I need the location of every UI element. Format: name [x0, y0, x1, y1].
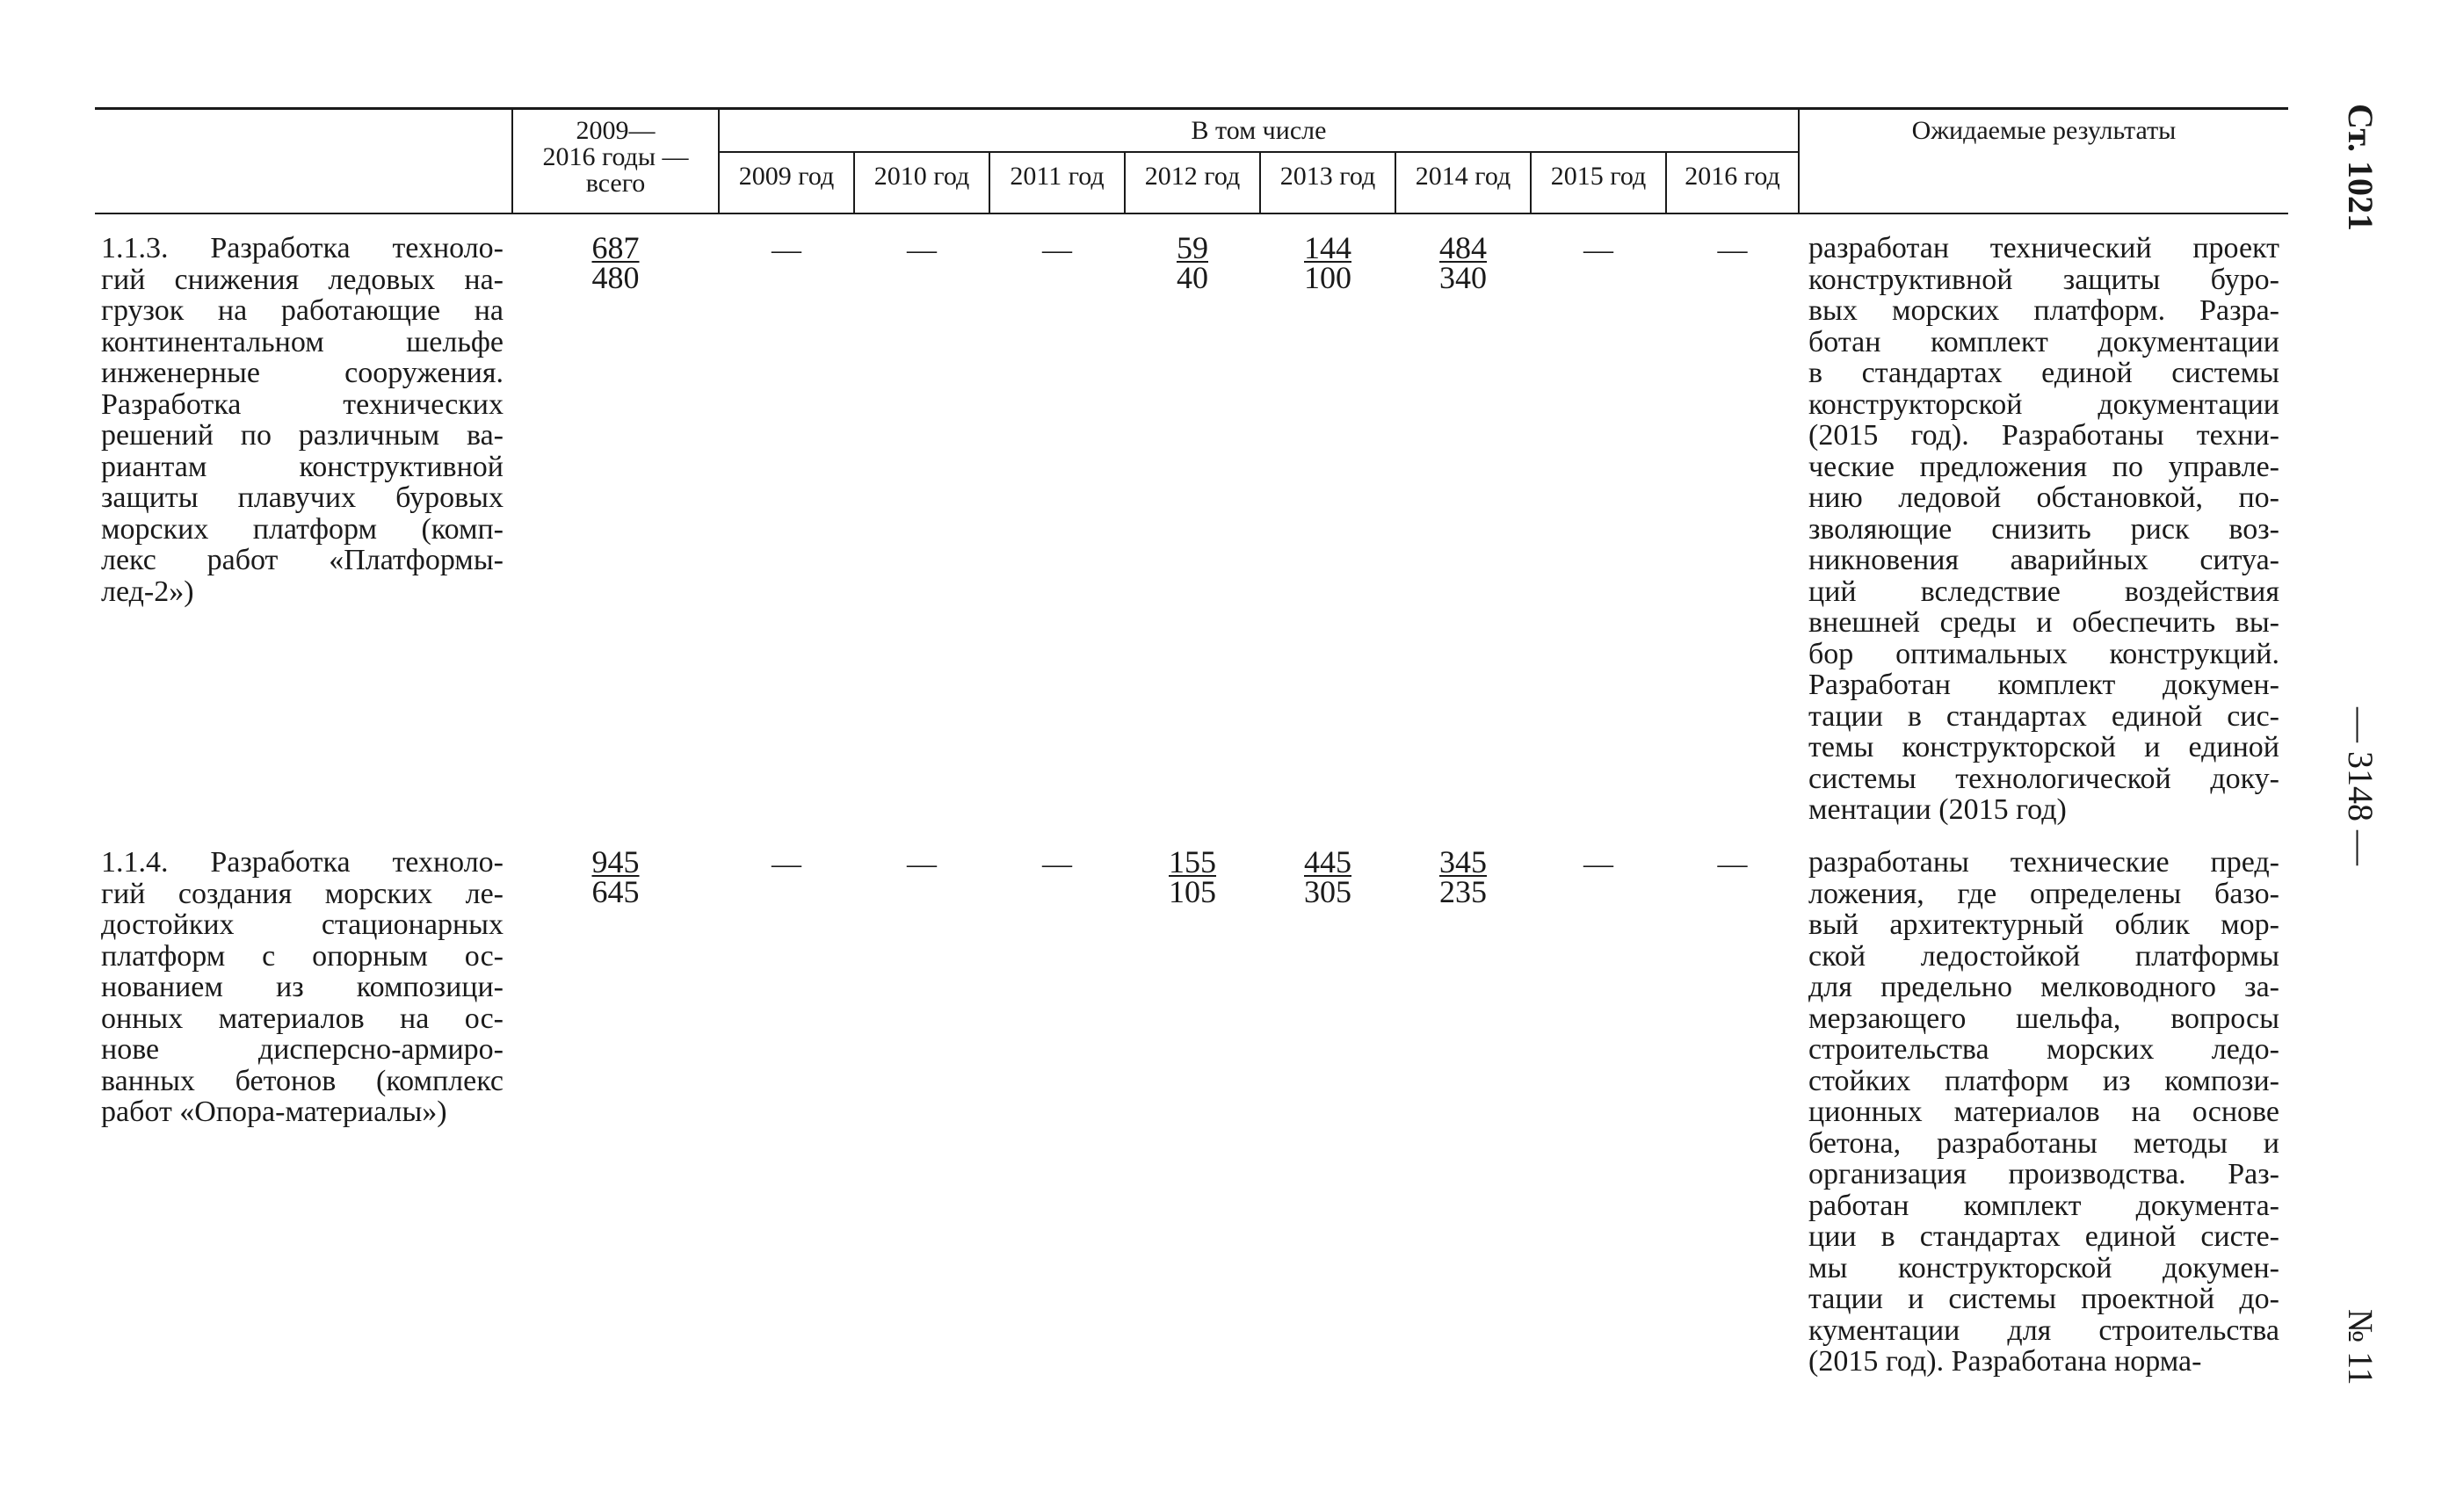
total-value: 945 645 — [591, 844, 640, 909]
article-number: Ст. 1021 — [2341, 104, 2380, 231]
year-header-2015: 2015 год — [1550, 162, 1647, 191]
empty-value-dash: — — [1583, 848, 1613, 880]
empty-value-dash: — — [1717, 234, 1748, 266]
year-header-2012: 2012 год — [1144, 162, 1241, 191]
results-column-header: Ожидаемые результаты — [1911, 116, 2177, 145]
year-group-header: В том числе — [1191, 116, 1327, 145]
year-header-2016: 2016 год — [1685, 162, 1780, 191]
year-value-2013: 144 100 — [1304, 230, 1351, 295]
empty-value-dash: — — [1583, 234, 1613, 266]
table-top-rule — [95, 107, 2288, 110]
year-header-2010: 2010 год — [873, 162, 970, 191]
year-header-2013: 2013 год — [1279, 162, 1376, 191]
empty-value-dash: — — [772, 848, 801, 880]
empty-value-dash: — — [1042, 234, 1072, 266]
page-number: — 3148 — — [2341, 707, 2380, 865]
empty-value-dash: — — [907, 848, 937, 880]
header-bottom-rule — [95, 213, 2288, 214]
year-header-2011: 2011 год — [1010, 162, 1105, 191]
year-header-2009: 2009 год — [738, 162, 835, 191]
empty-value-dash: — — [1717, 848, 1748, 880]
year-value-2014: 484 340 — [1439, 230, 1487, 295]
issue-number: № 11 — [2341, 1309, 2380, 1385]
empty-value-dash: — — [1042, 848, 1072, 880]
year-value-2012: 155 105 — [1169, 844, 1216, 909]
total-column-header: 2009— 2016 годы — всего — [542, 116, 689, 198]
year-value-2014: 345 235 — [1439, 844, 1487, 909]
expected-results: разработаны технические пред- ложения, где определены базо- вый архитектурный облик мор- ской ледостойкой платформы для предельно мелководного за- мерзающего шельфа, вопросы строительства морских ледо- стойких платформ из компози- ционных материалов на основе бетона, разработаны методы и организация производства. Раз- работан комплект документа- ции в стандартах единой систе- мы конструкторской докумен- тации и системы проектной до- кументации для строительства (2015 год). Разработана норма- — [1808, 846, 2279, 1378]
year-header-2014: 2014 год — [1415, 162, 1511, 191]
empty-value-dash: — — [772, 234, 801, 266]
year-value-2012: 59 40 — [1177, 230, 1208, 295]
table-row-description: 1.1.4. Разработка техноло- гий создания морских ле- достойких стационарных платформ с опорным ос- нованием из композици- онных материалов на ос- нове дисперсно-армиро- ванных бетонов (комплекс работ «Опора-материалы») — [101, 846, 504, 1128]
year-value-2013: 445 305 — [1304, 844, 1351, 909]
total-value: 687 480 — [591, 230, 640, 295]
table-row-description: 1.1.3. Разработка техноло- гий снижения ледовых на- грузок на работающие на континентальном шельфе инженерные сооружения. Разработка технических решений по различным ва- риантам конструктивной защиты плавучих буровых морских платформ (комп- лекс работ «Платформы- лед-2») — [101, 232, 504, 608]
year-group-rule — [718, 151, 1798, 153]
empty-value-dash: — — [907, 234, 937, 266]
expected-results: разработан технический проект конструктивной защиты буро- вых морских платформ. Разра- ботан комплект документации в стандартах единой системы конструкторской документации (2015 год). Разработаны техни- ческие предложения по управле- нию ледовой обстановкой, по- зволяющие снизить риск воз- никновения аварийных ситуа- ций вследствие воздействия внешней среды и обеспечить вы- бор оптимальных конструкций. Разработан комплект докумен- тации в стандартах единой сис- темы конструкторской и единой системы технологической доку- ментации (2015 год) — [1808, 232, 2279, 826]
